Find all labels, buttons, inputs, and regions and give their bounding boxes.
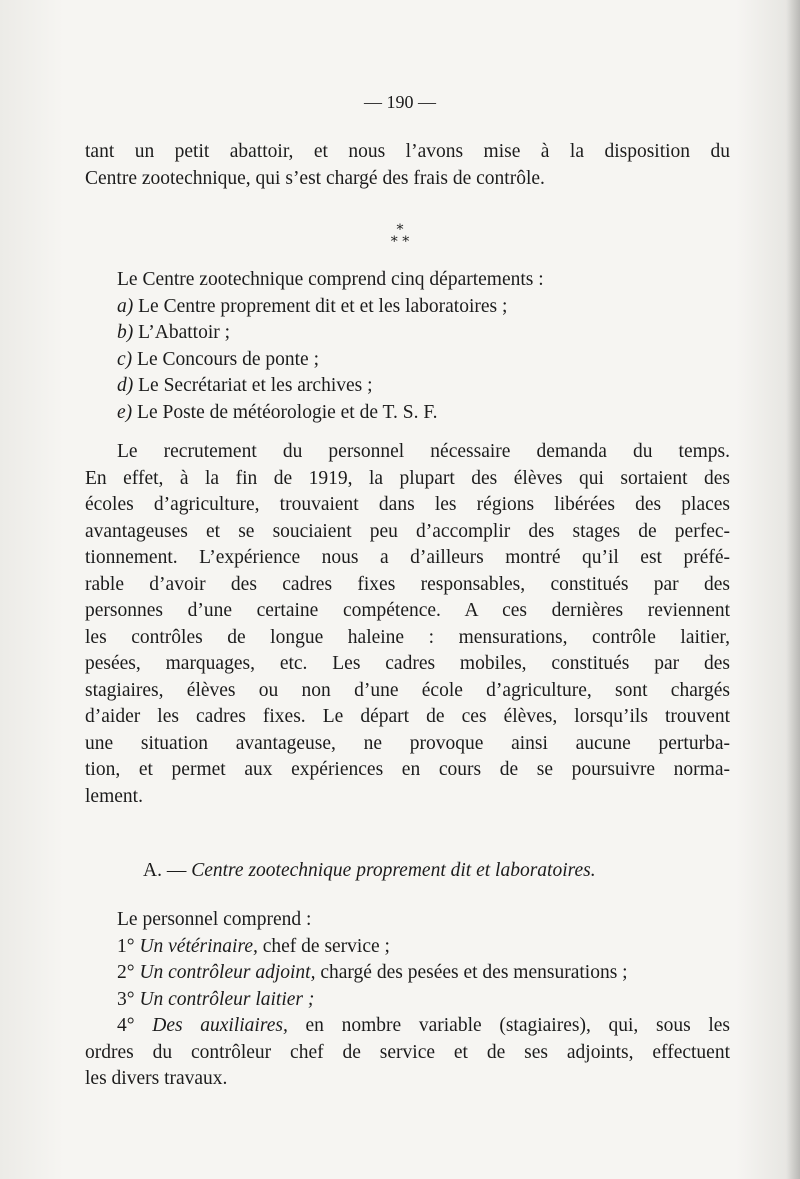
departments-intro: Le Centre zootechnique comprend cinq départements : [117,269,544,290]
text-line: personnes d’une certaine compétence. A ces dernières reviennent [85,600,730,621]
personnel-intro: Le personnel comprend : [117,909,312,930]
list-item [85,347,730,374]
text-line: les contrôles de longue haleine : mensurations, contrôle laitier, [85,626,730,648]
list-item [85,373,730,400]
role-title: Un contrôleur adjoint, [139,962,316,983]
list-letter: c) [117,348,133,370]
list-text: Le Centre proprement dit et et les laboratoires ; [138,295,508,317]
list-number: 3° [117,988,135,1010]
text-line: écoles d’agriculture, trouvaient dans les régions libérées des places [85,494,730,515]
role-description: chef de service ; [257,935,390,957]
list-letter: d) [117,375,134,396]
page-number: — 190 — [364,92,436,112]
list-text: Le Secrétariat et les archives ; [138,375,373,396]
recruitment-paragraph [85,439,730,810]
list-letter: b) [117,322,134,343]
text-line: ordres du contrôleur chef de service et de ses adjoints, effectuent [85,1041,730,1063]
list-number: 2° [117,962,135,983]
separator-top: * [396,222,404,238]
role-title: Un contrôleur laitier ; [139,988,315,1010]
list-item [85,987,730,1014]
page-edge-shadow [786,0,800,1179]
separator-bottom: * * [390,234,410,250]
list-text: L’Abattoir ; [138,322,231,343]
list-text: Le Poste de météorologie et de T. S. F. [137,401,438,423]
list-letter: a) [117,295,134,317]
text-line: avantageuses et se souciaient peu d’accomplir des stages de perfec- [85,520,730,542]
text-line: tant un petit abattoir, et nous l’avons mise à la disposition du [85,141,730,162]
role-description: chargé des pesées et des mensurations ; [315,962,628,983]
list-item [85,320,730,347]
list-number: 4° [117,1015,135,1036]
text-line: les divers travaux. [85,1068,228,1089]
role-title: Des auxiliaires, [152,1015,288,1036]
list-item [85,294,730,321]
text-line: Le recrutement du personnel nécessaire demanda du temps. [117,441,730,462]
personnel-block [85,907,730,1093]
list-text: Le Concours de ponte ; [137,348,319,370]
text-line: En effet, à la fin de 1919, la plupart des élèves qui sortaient des [85,467,730,489]
section-heading [85,858,730,885]
text-line: rable d’avoir des cadres fixes responsables, constitués par des [85,573,730,595]
text-line: lement. [85,785,143,807]
departments-block [85,267,730,426]
list-item [85,1013,730,1040]
text-line: pesées, marquages, etc. Les cadres mobiles, constitués par des [85,653,730,674]
text-line: tion, et permet aux expériences en cours de se poursuivre norma- [85,759,730,780]
list-item [85,400,730,427]
list-number: 1° [117,935,135,957]
opening-text [85,139,730,192]
list-item [85,960,730,987]
section-prefix: A. — [143,860,192,881]
list-item [85,934,730,961]
role-description: en nombre variable (stagiaires), qui, sous les [287,1015,731,1036]
text-line: une situation avantageuse, ne provoque ainsi aucune perturba- [85,732,730,754]
text-line: stagiaires, élèves ou non d’une école d’agriculture, sont chargés [85,679,730,701]
role-title: Un vétérinaire, [139,935,258,957]
text-line: tionnement. L’expérience nous a d’ailleurs montré qu’il est préfé- [85,547,730,568]
text-line: d’aider les cadres fixes. Le départ de ces élèves, lorsqu’ils trouvent [85,706,730,727]
section-title: Centre zootechnique proprement dit et laboratoires. [191,860,596,881]
text-line: Centre zootechnique, qui s’est chargé des frais de contrôle. [85,167,545,189]
list-letter: e) [117,401,133,423]
